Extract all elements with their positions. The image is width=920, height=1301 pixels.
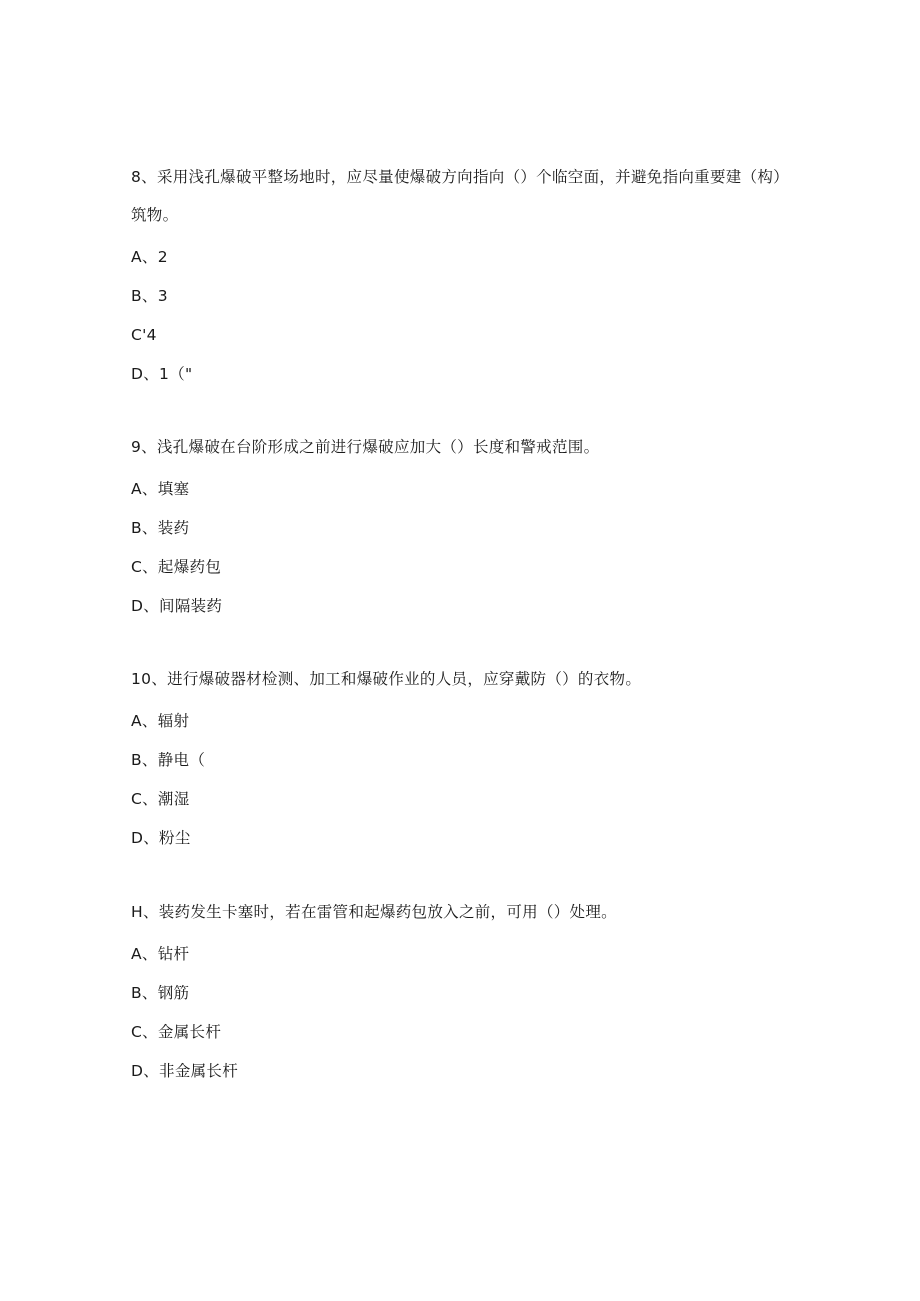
question-text: H、装药发生卡塞时，若在雷管和起爆药包放入之前，可用（）处理。 [131,903,617,921]
option-d: D、间隔装药 [131,597,223,615]
option-b: B、装药 [131,519,190,537]
option-d: D、非金属长杆 [131,1062,239,1080]
option-list [131,247,791,403]
option-c: C、起爆药包 [131,558,222,576]
option-c: C、金属长杆 [131,1023,222,1041]
option-list [131,711,791,867]
option-d: D、粉尘 [131,829,191,847]
option-list [131,944,791,1100]
option-c: C、潮湿 [131,790,190,808]
option-b: B、钢筋 [131,984,190,1002]
option-a: A、2 [131,248,168,266]
question-9 [131,428,791,635]
option-a: A、钻杆 [131,945,190,963]
question-10 [131,660,791,867]
option-b: B、3 [131,287,168,305]
option-b: B、静电（ [131,751,206,769]
option-a: A、填塞 [131,480,190,498]
question-8 [131,158,791,403]
question-text: 10、进行爆破器材检测、加工和爆破作业的人员，应穿戴防（）的衣物。 [131,670,642,688]
option-d: D、1（" [131,365,193,383]
question-11 [131,893,791,1100]
question-text: 9、浅孔爆破在台阶形成之前进行爆破应加大（）长度和警戒范围。 [131,438,600,456]
option-a: A、辐射 [131,712,190,730]
option-list [131,479,791,635]
question-text: 8、采用浅孔爆破平整场地时，应尽量使爆破方向指向（）个临空面，并避免指向重要建（构）筑物。 [131,168,789,224]
option-c: C'4 [131,326,157,344]
